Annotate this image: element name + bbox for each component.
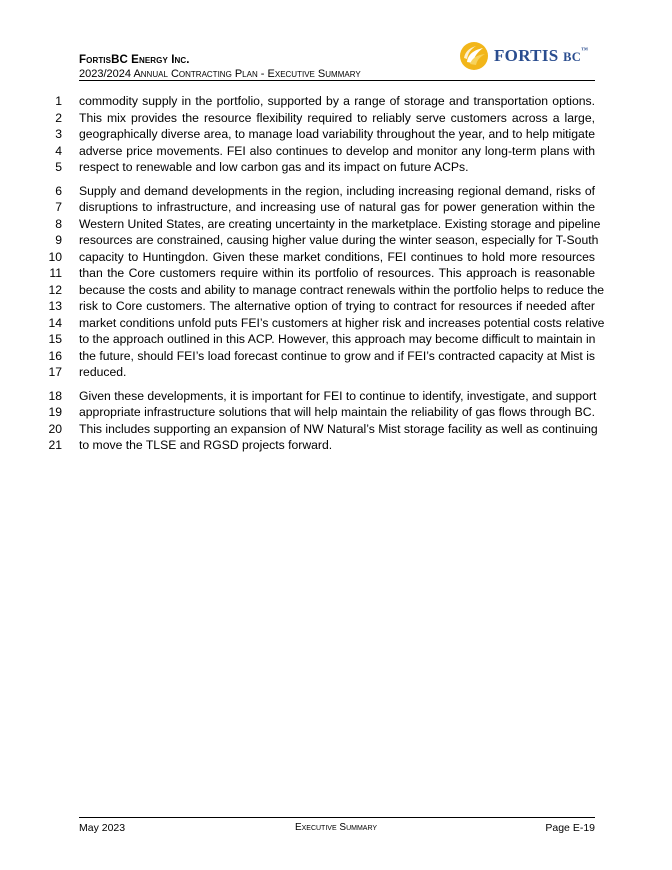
line-text: to the approach outlined in this ACP. However, this approach may become difficult to maintain in: [79, 332, 596, 346]
line-number: 21: [48, 438, 62, 452]
paragraph: [40, 388, 598, 454]
line-number: 8: [55, 216, 62, 231]
line-text: capacity to Huntingdon. Given these market conditions, FEI continues to hold more resources: [79, 249, 595, 264]
logo-trademark: ™: [581, 46, 589, 54]
line-number: 20: [48, 421, 62, 436]
logo-text: FORTIS: [494, 46, 559, 65]
logo-suffix: BC: [563, 50, 582, 64]
line-number: 17: [48, 365, 62, 379]
numbered-line: [40, 331, 595, 348]
line-text: the future, should FEI’s load forecast continue to grow and if FEI’s contracted capacity at Mist is: [79, 348, 595, 363]
line-number: 19: [48, 405, 62, 419]
numbered-line: [40, 437, 595, 454]
numbered-line: [40, 249, 595, 266]
line-number: 9: [55, 233, 62, 247]
line-text: geographically diverse area, to manage load variability throughout the year, and to help mitigate: [79, 127, 595, 141]
footer-divider: [79, 817, 595, 818]
line-number: 2: [55, 110, 62, 125]
numbered-line: [40, 183, 595, 200]
numbered-line: [40, 126, 595, 143]
line-number: 18: [48, 388, 62, 403]
line-number: 14: [48, 315, 62, 330]
line-number: 12: [48, 282, 62, 297]
line-text: appropriate infrastructure solutions that will help maintain the reliability of gas flows through BC.: [79, 405, 595, 419]
line-number: 6: [55, 183, 62, 198]
organization-name: FortisBC Energy Inc.: [79, 54, 190, 66]
line-text: to move the TLSE and RGSD projects forward.: [79, 438, 333, 452]
numbered-line: [40, 421, 598, 438]
paragraph: [40, 93, 595, 176]
numbered-line: [40, 388, 595, 405]
line-text: Western United States, are creating uncertainty in the marketplace. Existing storage and pipeline: [79, 216, 601, 231]
line-text: market conditions unfold puts FEI’s customers at higher risk and increases potential costs relative: [79, 315, 605, 330]
line-text: respect to renewable and low carbon gas and its impact on future ACPs.: [79, 160, 469, 174]
line-text: commodity supply in the portfolio, supported by a range of storage and transportation options.: [79, 94, 595, 108]
line-text: Given these developments, it is important for FEI to continue to identify, investigate, and support: [79, 388, 597, 403]
line-text: This includes supporting an expansion of NW Natural’s Mist storage facility as well as continuing: [79, 421, 598, 436]
numbered-line: [40, 232, 599, 249]
paragraph: [40, 183, 605, 381]
line-text: This mix provides the resource flexibility required to reliably serve customers across a large,: [79, 110, 595, 125]
footer-date: May 2023: [79, 822, 126, 834]
line-number: 13: [48, 299, 62, 313]
document-body: [40, 93, 605, 461]
numbered-line: [40, 265, 595, 282]
line-number: 1: [55, 94, 62, 108]
line-number: 15: [48, 332, 62, 346]
numbered-line: [40, 315, 605, 332]
line-text: adverse price movements. FEI also continues to develop and monitor any long-term plans with: [79, 143, 595, 158]
numbered-line: [40, 110, 595, 127]
numbered-line: [40, 282, 605, 299]
line-number: 11: [49, 266, 62, 280]
line-text: reduced.: [79, 365, 127, 379]
line-number: 3: [55, 127, 62, 141]
numbered-line: [40, 143, 595, 160]
line-text: resources are constrained, causing higher value during the winter season, especially for T-South: [79, 233, 599, 247]
line-number: 7: [55, 200, 62, 214]
numbered-line: [40, 404, 595, 421]
header-divider: [79, 80, 595, 81]
footer-section: Executive Summary: [294, 822, 378, 833]
line-text: disruptions to infrastructure, and increasing use of natural gas for power generation within the: [79, 200, 595, 214]
line-text: Supply and demand developments in the region, including increasing regional demand, risks of: [79, 183, 595, 198]
flame-icon: [458, 40, 492, 72]
numbered-line: [40, 159, 595, 176]
numbered-line: [40, 348, 595, 365]
logo-wordmark: [494, 46, 588, 66]
footer-page-number: Page E-19: [545, 822, 595, 834]
numbered-line: [40, 93, 595, 110]
numbered-line: [40, 199, 595, 216]
line-text: risk to Core customers. The alternative option of trying to contract for resources if needed after: [79, 299, 595, 313]
numbered-line: [40, 298, 595, 315]
line-number: 10: [48, 249, 62, 264]
numbered-line: [40, 216, 601, 233]
document-title: 2023/2024 Annual Contracting Plan - Executive Summary: [79, 68, 361, 80]
line-number: 5: [55, 160, 62, 174]
line-text: than the Core customers require within its portfolio of resources. This approach is reasonable: [79, 266, 595, 280]
numbered-line: [40, 364, 595, 381]
line-text: because the costs and ability to manage contract renewals within the portfolio helps to reduce the: [79, 282, 605, 297]
line-number: 4: [55, 143, 62, 158]
line-number: 16: [48, 348, 62, 363]
fortisbc-logo: [458, 40, 593, 72]
